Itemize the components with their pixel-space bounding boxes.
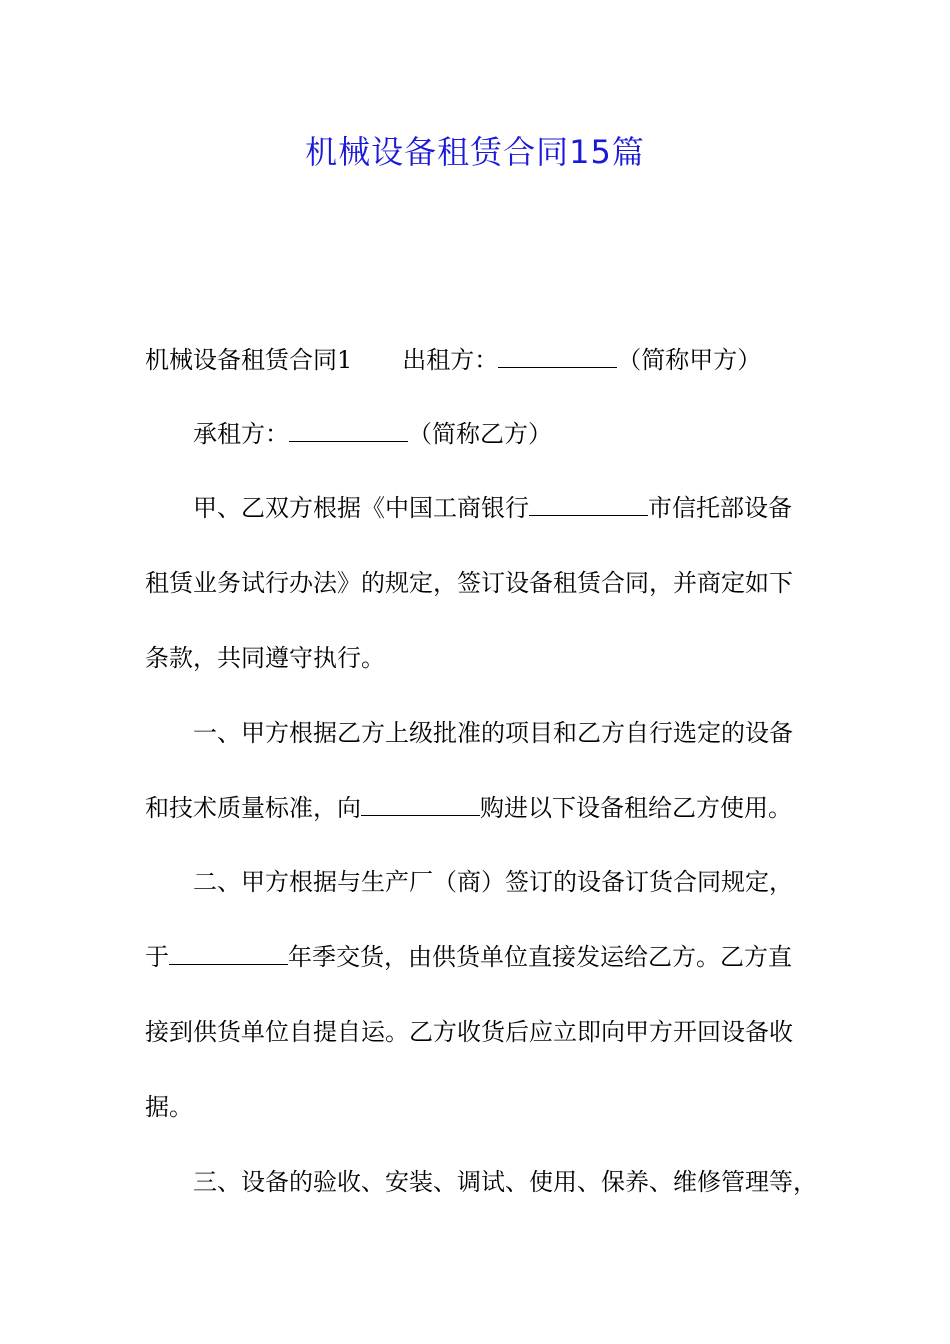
text-segment: 于 (145, 943, 169, 971)
paragraph-line-9 (145, 939, 792, 975)
text-segment: 年季交货，由供货单位直接发运给乙方。乙方直 (288, 943, 792, 971)
text-segment: 接到供货单位自提自运。乙方收货后应立即向甲方开回设备收 (145, 1018, 793, 1046)
paragraph-line-11 (145, 1089, 193, 1125)
lessor-blank (498, 345, 617, 368)
lessor-abbrev: （简称甲方） (617, 346, 762, 374)
text-segment: 据。 (145, 1093, 193, 1121)
paragraph-line-1 (145, 342, 761, 378)
text-segment: 购进以下设备租给乙方使用。 (480, 794, 792, 822)
paragraph-line-2 (193, 416, 552, 452)
text-segment: 二、甲方根据与生产厂（商）签订的设备订货合同规定， (193, 868, 793, 896)
paragraph-line-4 (145, 565, 793, 601)
text-segment: 条款，共同遵守执行。 (145, 644, 385, 672)
lessee-label: 承租方： (193, 420, 289, 448)
text-segment: 和技术质量标准，向 (145, 794, 361, 822)
text-segment: 三、设备的验收、安装、调试、使用、保养、维修管理等， (193, 1168, 817, 1196)
paragraph-line-5 (145, 640, 385, 676)
document-title: 机械设备租赁合同15篇 (305, 133, 645, 171)
paragraph-line-6 (193, 715, 793, 751)
lessee-blank (289, 419, 408, 442)
paragraph-line-8 (193, 864, 793, 900)
paragraph-line-7 (145, 790, 792, 826)
lessor-label: 出租方： (402, 346, 499, 374)
supplier-blank (361, 793, 480, 816)
paragraph-line-12 (193, 1164, 817, 1200)
paragraph-line-10 (145, 1014, 793, 1050)
contract-heading: 机械设备租赁合同1 (145, 346, 353, 374)
delivery-year-blank (169, 942, 288, 965)
lessee-abbrev: （简称乙方） (408, 420, 552, 448)
paragraph-line-3 (193, 490, 792, 526)
text-segment: 甲、乙双方根据《中国工商银行 (193, 494, 529, 522)
text-segment: 市信托部设备 (648, 494, 792, 522)
text-segment: 租赁业务试行办法》的规定，签订设备租赁合同，并商定如下 (145, 569, 793, 597)
text-segment: 一、甲方根据乙方上级批准的项目和乙方自行选定的设备 (193, 719, 793, 747)
bank-blank (529, 493, 648, 516)
